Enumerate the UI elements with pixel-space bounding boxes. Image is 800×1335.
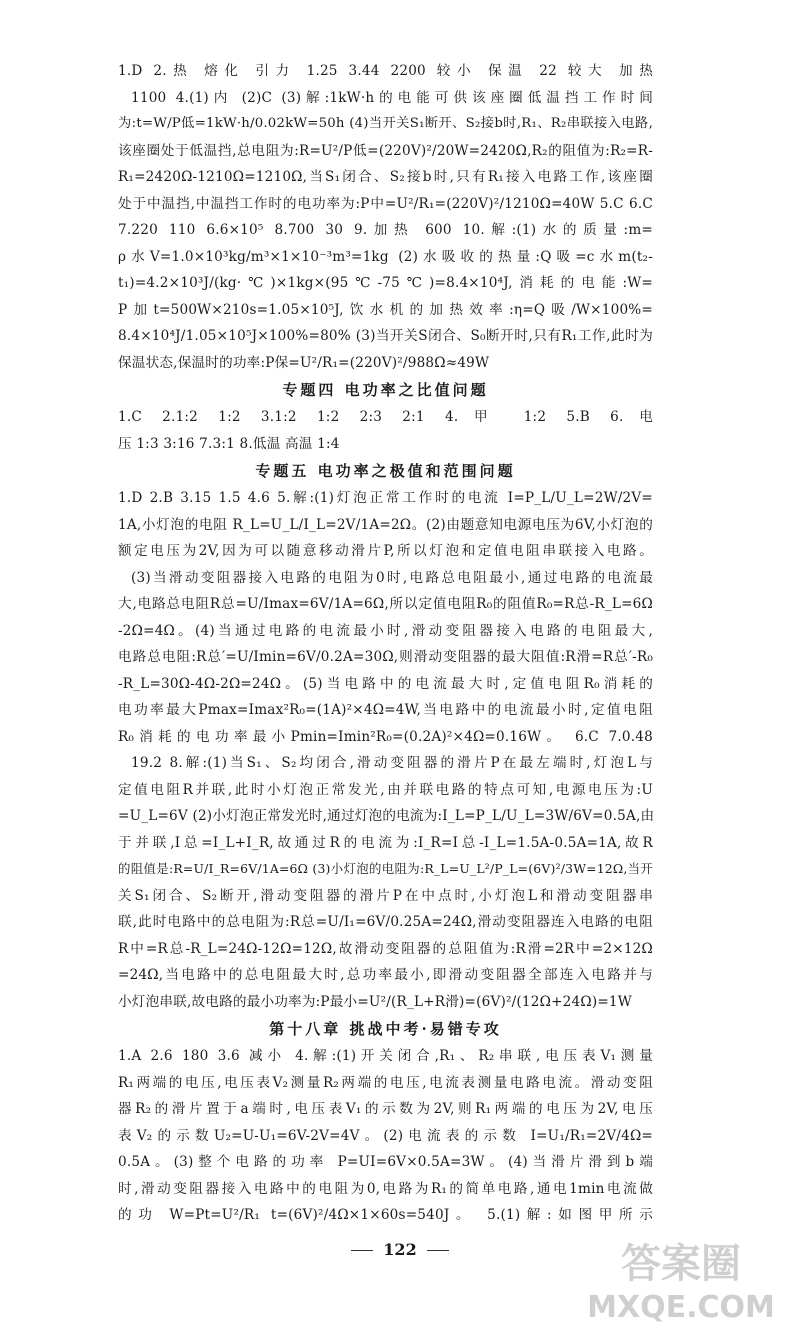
text-line: 的功 W=Pt=U²/R₁ t=(6V)²/4Ω×1×60s=540J。 5.(1)解:如图甲所示 xyxy=(118,1207,653,1223)
text-line: =U_L=6V (2)小灯泡正常发光时,通过灯泡的电流为:I_L=P_L/U_L=3W/6V=0.5A,由 xyxy=(118,808,655,824)
text-line: R₁两端的电压,电压表V₂测量R₂两端的电压,电流表测量电路电流。滑动变阻 xyxy=(118,1074,653,1091)
text-line: P加t=500W×210s=1.05×10⁵J,饮水机的加热效率:η=Q吸/W×100%= xyxy=(118,301,653,318)
page-number-value: 122 xyxy=(383,1240,417,1259)
watermark-text-cn: 答案圈 xyxy=(621,1241,741,1287)
text-line: 大,电路总电阻R总=U/Imax=6V/1A=6Ω,所以定值电阻R₀的阻值R₀=R总-R_L=6Ω xyxy=(118,596,653,612)
text-line: R₀消耗的电功率最小Pmin=Imin²R₀=(0.2A)²×4Ω=0.16W。 6.C 7.0.48 xyxy=(118,728,653,745)
text-line: 表V₂的示数U₂=U-U₁=6V-2V=4V。(2)电流表的示数 I=U₁/R₁=2V/4Ω= xyxy=(118,1127,653,1144)
text-line: -R_L=30Ω-4Ω-2Ω=24Ω。(5)当电路中的电流最大时,定值电阻R₀消耗的 xyxy=(118,675,653,692)
text-line: 1.D 2.B 3.15 1.5 4.6 5.解:(1)灯泡正常工作时的电流 I=P_L/U_L=2W/2V= xyxy=(118,490,653,506)
text-line: 该座圈处于低温挡,总电阻为:R=U²/P低=(220V)²/20W=2420Ω,R₂的阻值为:R₂=R- xyxy=(118,142,653,159)
text-line: 0.5A。(3)整个电路的功率 P=UI=6V×0.5A=3W。(4)当滑片滑到b端 xyxy=(118,1154,653,1170)
text-line: 电路总电阻:R总′=U/Imin=6V/0.2A=30Ω,则滑动变阻器的最大阻值:R滑=R总′-R₀ xyxy=(118,649,653,665)
page-number-dash-left xyxy=(351,1250,373,1251)
text-line: (3)当滑动变阻器接入电路的电阻为0时,电路总电阻最小,通过电路的电流最 xyxy=(131,569,653,586)
text-line: 保温状态,保温时的功率:P保=U²/R₁=(220V)²/988Ω≈49W xyxy=(118,354,490,371)
text-line: 压 1:3 3:16 7.3:1 8.低温 高温 1:4 xyxy=(118,435,340,452)
text-line: R₁=2420Ω-1210Ω=1210Ω,当S₁闭合、S₂接b时,只有R₁接入电路工作,该座圈 xyxy=(118,169,653,185)
text-line: 1.A 2.6 180 3.6 减小 4.解:(1)开关闭合,R₁、R₂串联,电压表V₁测量 xyxy=(118,1048,653,1064)
text-line: 定值电阻R并联,此时小灯泡正常发光,由并联电路的特点可知,电源电压为:U xyxy=(118,781,653,798)
text-line: 小灯泡串联,故电路的最小功率为:P最小=U²/(R_L+R滑)=(6V)²/(12Ω+24Ω)=1W xyxy=(118,993,632,1010)
text-line: 于并联,I总=I_L+I_R,故通过R的电流为:I_R=I总-I_L=1.5A-0.5A=1A,故R xyxy=(118,834,653,851)
section-heading: 第十八章 挑战中考·易错专攻 xyxy=(269,1020,502,1038)
watermark-logo xyxy=(576,1229,786,1329)
page-number-dash-right xyxy=(427,1250,449,1251)
text-line: 8.4×10⁴J/1.05×10⁵J×100%=80% (3)当开关S闭合、S₀断开时,只有R₁工作,此时为 xyxy=(118,328,653,344)
text-line: 器R₂的滑片置于a端时,电压表V₁的示数为2V,则R₁两端的电压为2V,电压 xyxy=(118,1101,653,1117)
text-line: -2Ω=4Ω。(4)当通过电路的电流最小时,滑动变阻器接入电路的电阻最大, xyxy=(118,622,653,639)
text-line: 额定电压为2V,因为可以随意移动滑片P,所以灯泡和定值电阻串联接入电路。 xyxy=(118,543,653,559)
text-line: 7.220 110 6.6×10⁵ 8.700 30 9.加热 600 10.解:(1)水的质量:m= xyxy=(118,222,653,238)
answer-text-block xyxy=(118,58,653,1229)
text-line: 联,此时电路中的总电阻为:R总=U/I₁=6V/0.25A=24Ω,滑动变阻器连入电路的电阻 xyxy=(118,914,653,930)
text-line: 1.D 2.热 熔化 引力 1.25 3.44 2200 较小 保温 22 较大 加热 xyxy=(118,63,653,79)
text-line: 1100 4.(1)内 (2)C (3)解:1kW·h的电能可供该座圈低温挡工作时间 xyxy=(131,89,653,106)
text-line: =24Ω,当电路中的总电阻最大时,总功率最小,即滑动变阻器全部连入电路并与 xyxy=(118,967,653,983)
text-line: 电功率最大Pmax=Imax²R₀=(1A)²×4Ω=4W,当电路中的电流最小时,定值电阻 xyxy=(118,702,653,718)
section-heading: 专题四 电功率之比值问题 xyxy=(282,381,489,399)
text-line: R中=R总-R_L=24Ω-12Ω=12Ω,故滑动变阻器的总阻值为:R滑=2R中=2×12Ω xyxy=(118,940,653,957)
section-heading: 专题五 电功率之极值和范围问题 xyxy=(255,462,516,480)
text-line: 19.2 8.解:(1)当S₁、S₂均闭合,滑动变阻器的滑片P在最左端时,灯泡L与 xyxy=(131,755,653,771)
watermark-text-en: MXQE.COM xyxy=(587,1290,775,1325)
text-line: 的阻值是:R=U/I_R=6V/1A=6Ω (3)小灯泡的电阻为:R_L=U_L²/P_L=(6V)²/3W=12Ω,当开 xyxy=(118,861,653,876)
text-line: 时,滑动变阻器接入电路中的电阻为0,电路为R₁的简单电路,通电1min电流做 xyxy=(118,1180,653,1197)
text-line: 关S₁闭合、S₂断开,滑动变阻器的滑片P在中点时,小灯泡L和滑动变阻器串 xyxy=(118,887,653,904)
text-line: 1A,小灯泡的电阻 R_L=U_L/I_L=2V/1A=2Ω。(2)由题意知电源电压为6V,小灯泡的 xyxy=(118,516,653,533)
text-line: ρ水V=1.0×10³kg/m³×1×10⁻³m³=1kg (2)水吸收的热量:Q吸=c水m(t₂- xyxy=(118,248,653,265)
text-line: 处于中温挡,中温挡工作时的电功率为:P中=U²/R₁=(220V)²/1210Ω=40W 5.C 6.C xyxy=(118,195,653,212)
text-line: 1.C 2.1:2 1:2 3.1:2 1:2 2:3 2:1 4.甲 1:2 5.B 6.电 xyxy=(118,409,653,425)
text-line: t₁)=4.2×10³J/(kg·℃)×1kg×(95℃-75℃)=8.4×10⁴J,消耗的电能:W= xyxy=(118,275,653,291)
text-line: 为:t=W/P低=1kW·h/0.02kW=50h (4)当开关S₁断开、S₂接b时,R₁、R₂串联接入电路, xyxy=(118,116,653,131)
